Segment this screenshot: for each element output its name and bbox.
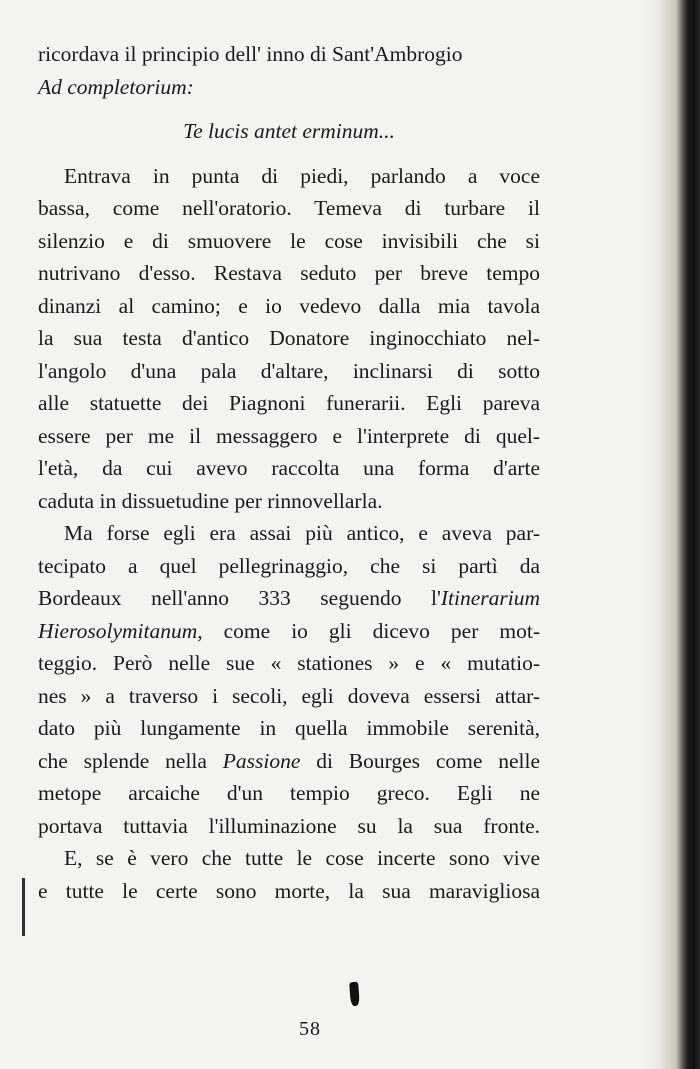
text-line-italic: Ad completorium: — [38, 74, 194, 99]
text-line: l'età, da cui avevo raccolta una forma d'arte — [38, 456, 540, 480]
text-line: E, se è vero che tutte le cose incerte sono vive — [64, 846, 540, 870]
text-line-mixed — [38, 582, 540, 615]
text-line: Entrava in punta di piedi, parlando a voce — [64, 163, 540, 188]
text-line: l'angolo d'una pala d'altare, inclinarsi di sotto — [38, 358, 540, 383]
text-fragment: che splende nella — [38, 748, 223, 773]
text-fragment: come io gli dicevo per mot- — [202, 618, 540, 643]
hymn-quote: Te lucis antet erminum... — [183, 119, 395, 143]
text-line: silenzio e di smuovere le cose invisibili che si — [38, 228, 540, 253]
text-fragment-italic: Itinerarium — [440, 586, 540, 610]
text-line: dato più lungamente in quella immobile serenità, — [38, 716, 540, 740]
text-fragment-italic: Passione — [222, 748, 301, 773]
text-fragment: di Bourges come nelle — [300, 748, 540, 773]
page-number: 58 — [299, 1018, 321, 1040]
body-text — [38, 38, 540, 907]
margin-mark — [22, 878, 25, 936]
text-line-mixed — [38, 615, 540, 648]
text-line: teggio. Però nelle sue « stationes » e « mutatio- — [38, 651, 540, 675]
text-line: ricordava il principio dell' inno di Sant'Ambrogio — [38, 42, 463, 66]
text-line: la sua testa d'antico Donatore inginocchiato nel- — [38, 326, 540, 350]
text-line: essere per me il messaggero e l'interprete di quel- — [38, 423, 540, 448]
text-line: portava tuttavia l'illuminazione su la sua fronte. — [38, 813, 540, 838]
text-line: metope arcaiche d'un tempio greco. Egli ne — [38, 781, 540, 805]
text-line: nes » a traverso i secoli, egli doveva essersi attar- — [38, 683, 540, 708]
text-line: dinanzi al camino; e io vedevo dalla mia tavola — [38, 293, 540, 318]
ink-mark — [349, 982, 360, 1007]
text-line: bassa, come nell'oratorio. Temeva di turbare il — [38, 196, 540, 220]
text-line: caduta in dissuetudine per rinnovellarla. — [38, 488, 383, 513]
text-fragment: Bordeaux nell'anno 333 seguendo l' — [38, 586, 441, 610]
text-line: e tutte le certe sono morte, la sua maravigliosa — [38, 878, 540, 903]
book-binding-edge — [638, 0, 700, 1069]
text-fragment-italic: Hierosolymitanum, — [38, 618, 203, 643]
text-line: tecipato a quel pellegrinaggio, che si partì da — [38, 553, 540, 578]
text-line: Ma forse egli era assai più antico, e aveva par- — [64, 521, 540, 545]
text-line: nutrivano d'esso. Restava seduto per breve tempo — [38, 261, 540, 285]
text-line-mixed — [38, 745, 540, 778]
text-line: alle statuette dei Piagnoni funerarii. Egli pareva — [38, 391, 540, 415]
